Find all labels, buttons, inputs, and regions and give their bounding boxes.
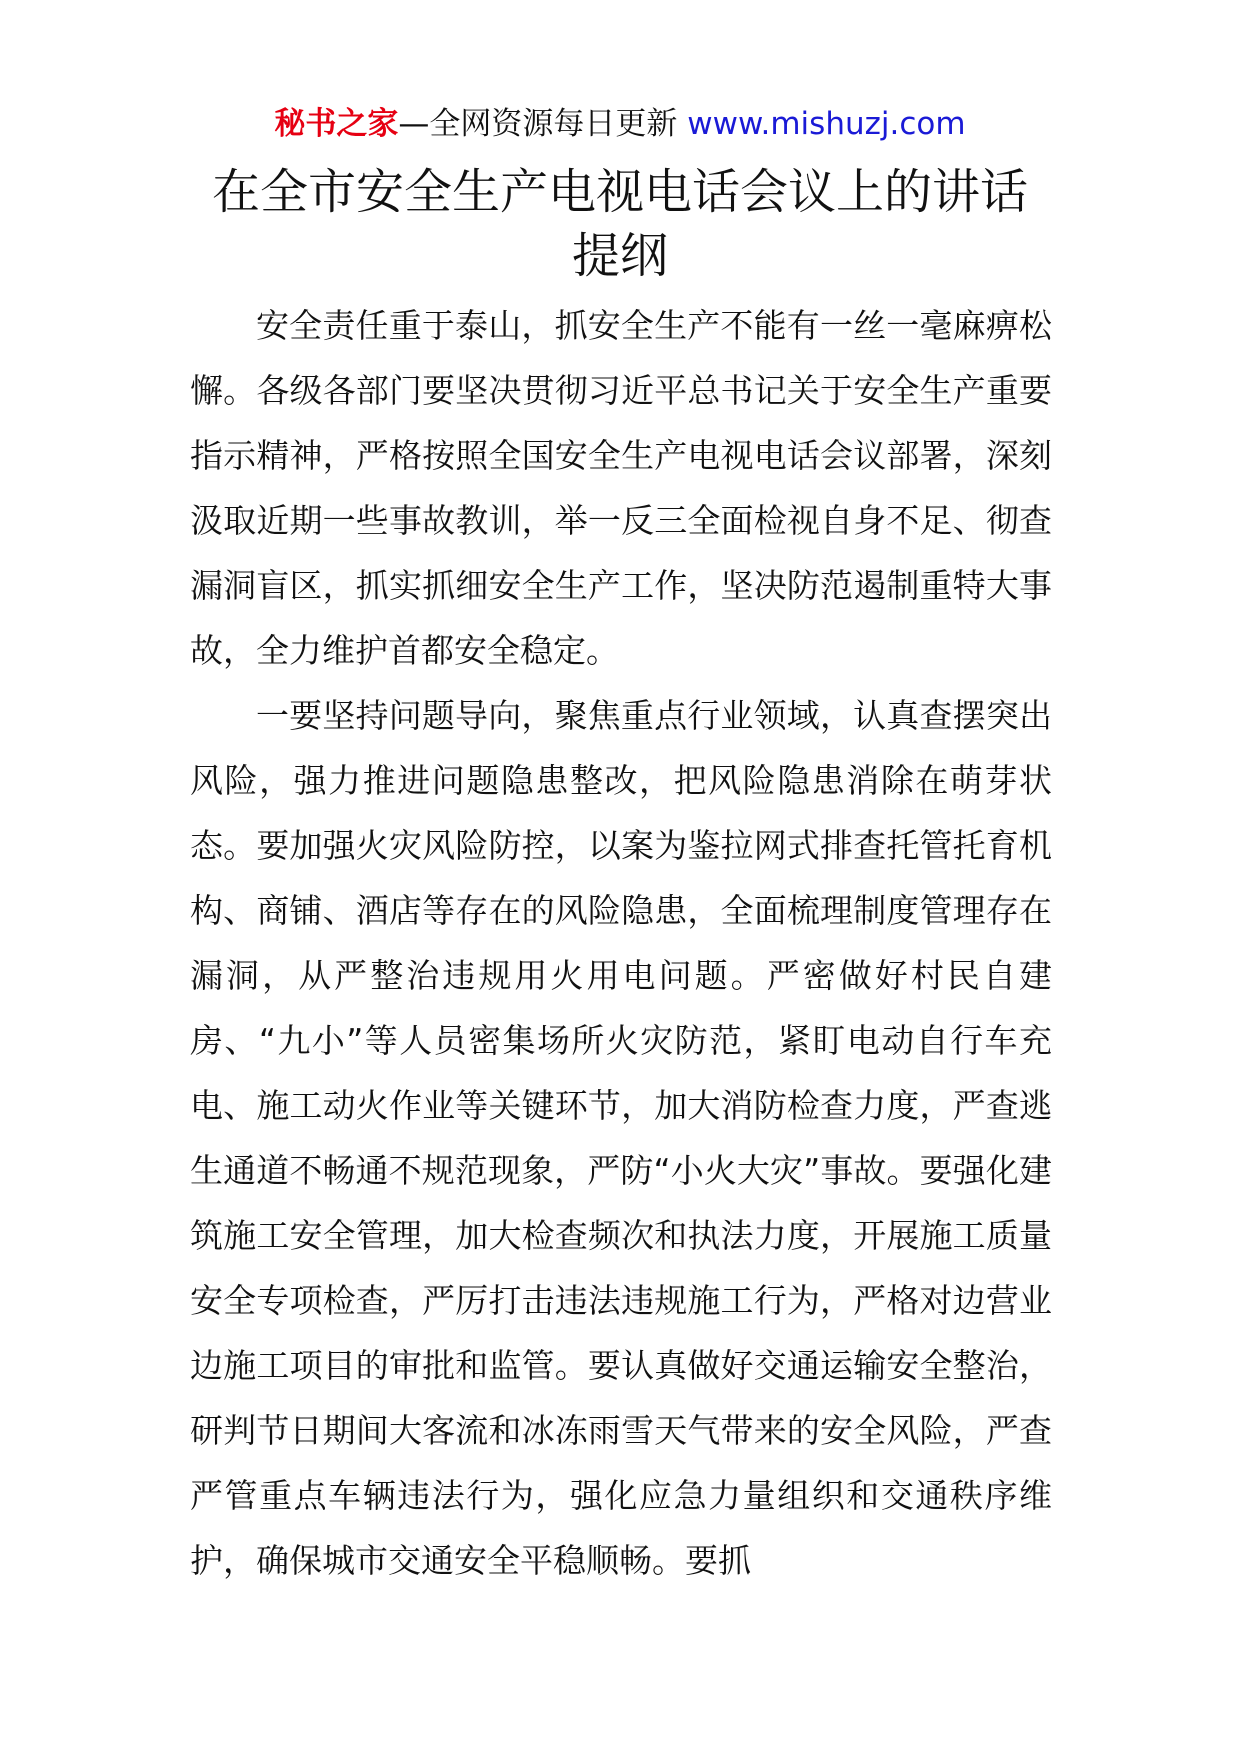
site-brand: 秘书之家 [274,106,399,142]
site-header [0,100,1240,148]
site-url-link[interactable]: www.mishuzj.com [687,106,966,142]
paragraph-intro: 安全责任重于泰山，抓安全生产不能有一丝一毫麻痹松懈。各级各部门要坚决贯彻习近平总书记关于安全生产重要指示精神，严格按照全国安全生产电视电话会议部署，深刻汲取近期一些事故教训，举一反三全面检视自身不足、彻查漏洞盲区，抓实抓细安全生产工作，坚决防范遏制重特大事故，全力维护首都安全稳定。 [190,306,1052,670]
paragraph-point-one: 一要坚持问题导向，聚焦重点行业领域，认真查摆突出风险，强力推进问题隐患整改，把风险隐患消除在萌芽状态。要加强火灾风险防控，以案为鉴拉网式排查托管托育机构、商铺、酒店等存在的风险隐患，全面梳理制度管理存在漏洞，从严整治违规用火用电问题。严密做好村民自建房、“九小”等人员密集场所火灾防范，紧盯电动自行车充电、施工动火作业等关键环节，加大消防检查力度，严查逃生通道不畅通不规范现象，严防“小火大灾”事故。要强化建筑施工安全管理，加大检查频次和执法力度，开展施工质量安全专项检查，严厉打击违法违规施工行为，严格对边营业边施工项目的审批和监管。要认真做好交通运输安全整治，研判节日期间大客流和冰冻雨雪天气带来的安全风险，严查严管重点车辆违法行为，强化应急力量组织和交通秩序维护，确保城市交通安全平稳顺畅。要抓 [190,696,1052,1580]
document-body [190,293,1052,1593]
document-title: 在全市安全生产电视电话会议上的讲话提纲 [211,164,1028,284]
site-tagline: —全网资源每日更新 [398,106,688,142]
